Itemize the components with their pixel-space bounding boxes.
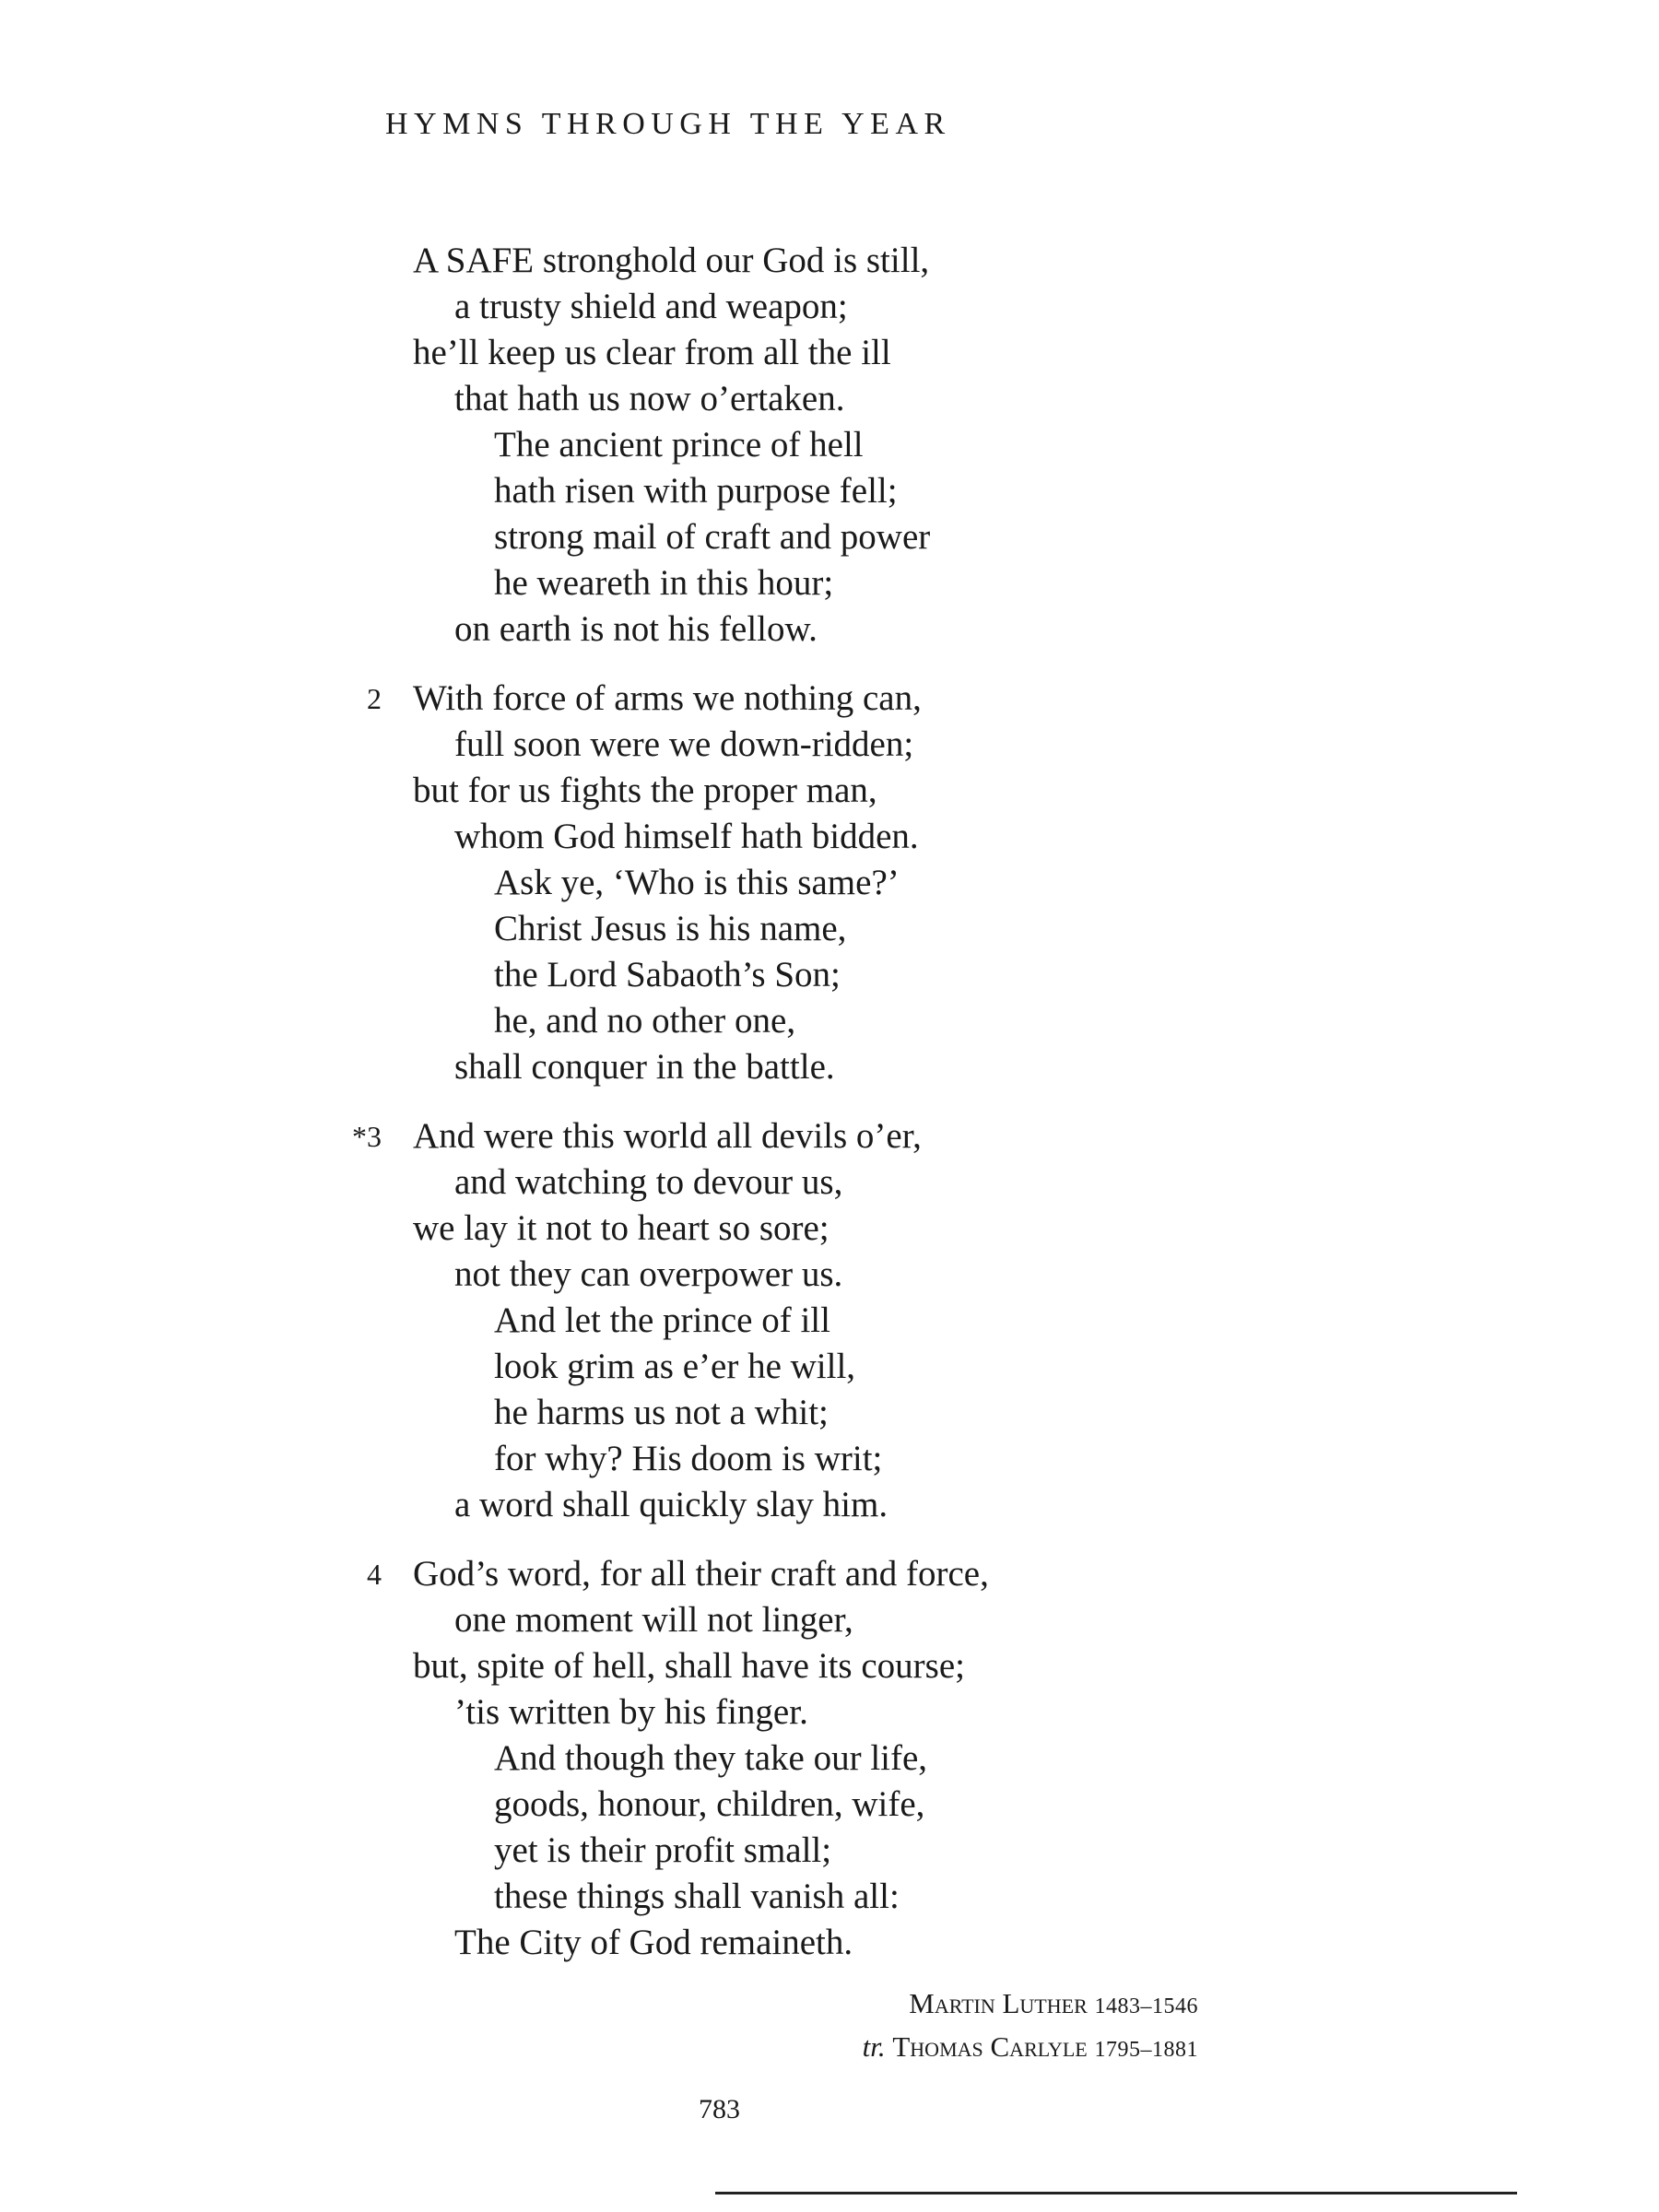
translator-dates: 1795–1881 — [1094, 2038, 1198, 2062]
verse-line: a trusty shield and weapon; — [454, 287, 848, 326]
verse-line: Christ Jesus is his name, — [494, 909, 847, 948]
verse-line: not they can overpower us. — [454, 1254, 843, 1294]
verse-line: And were this world all devils o’er, — [413, 1116, 922, 1156]
verse-line: The ancient prince of hell — [494, 425, 864, 465]
verse-line: With force of arms we nothing can, — [413, 678, 922, 718]
verse-line: he harms us not a whit; — [494, 1393, 829, 1432]
verse-line: God’s word, for all their craft and force, — [413, 1554, 989, 1594]
verse-line: that hath us now o’ertaken. — [454, 379, 845, 418]
verse — [367, 676, 1427, 1090]
translator-line — [645, 2027, 1198, 2070]
verse-line: look grim as e’er he will, — [494, 1347, 856, 1386]
verse-line: he, and no other one, — [494, 1001, 796, 1041]
verse-line: but for us fights the proper man, — [413, 771, 877, 810]
verse-line: yet is their profit small; — [494, 1830, 832, 1870]
verse-line: one moment will not linger, — [454, 1600, 853, 1640]
verse-line: full soon were we down-ridden; — [454, 724, 914, 764]
verse-line: these things shall vanish all: — [494, 1877, 900, 1916]
verse-line: And though they take our life, — [494, 1738, 928, 1778]
verse-line: And let the prince of ill — [494, 1300, 830, 1340]
running-head: HYMNS THROUGH THE YEAR — [385, 107, 951, 141]
verse-line: hath risen with purpose fell; — [494, 471, 898, 511]
footer-rule — [715, 2192, 1517, 2194]
verse-line: whom God himself hath bidden. — [454, 817, 919, 856]
verse — [413, 238, 1427, 653]
verse-line: ’tis written by his finger. — [454, 1692, 808, 1732]
verse-line: we lay it not to heart so sore; — [413, 1208, 830, 1248]
verse-line: for why? His doom is writ; — [494, 1439, 883, 1478]
verse-line: on earth is not his fellow. — [454, 609, 818, 649]
verse-number: 4 — [367, 1558, 382, 1591]
verse-number: *3 — [352, 1120, 382, 1153]
attribution — [645, 1983, 1198, 2070]
verse-line: a word shall quickly slay him. — [454, 1485, 888, 1524]
verse-line: shall conquer in the battle. — [454, 1047, 835, 1087]
verse-line: and watching to devour us, — [454, 1162, 843, 1202]
author-line — [645, 1983, 1198, 2027]
translator-name: Thomas Carlyle — [892, 2030, 1088, 2063]
verse — [367, 1551, 1427, 1966]
verse-line: but, spite of hell, shall have its course; — [413, 1646, 965, 1686]
verse-line: he weareth in this hour; — [494, 563, 834, 603]
verse-line: The City of God remaineth. — [454, 1923, 853, 1962]
verse-number: 2 — [367, 682, 382, 715]
hymn-text — [352, 238, 1427, 1989]
translator-prefix: tr. — [862, 2030, 886, 2063]
verse-line: goods, honour, children, wife, — [494, 1784, 925, 1824]
author-dates: 1483–1546 — [1094, 1994, 1198, 2018]
verse-line: the Lord Sabaoth’s Son; — [494, 955, 841, 994]
page-number: 783 — [699, 2094, 740, 2124]
verse-line: he’ll keep us clear from all the ill — [413, 333, 891, 372]
author-name: Martin Luther — [909, 1987, 1088, 2019]
verse — [352, 1113, 1427, 1528]
verse-line: strong mail of craft and power — [494, 517, 931, 557]
verse-line: Ask ye, ‘Who is this same?’ — [494, 863, 900, 902]
verse-line: A SAFE stronghold our God is still, — [413, 241, 930, 280]
